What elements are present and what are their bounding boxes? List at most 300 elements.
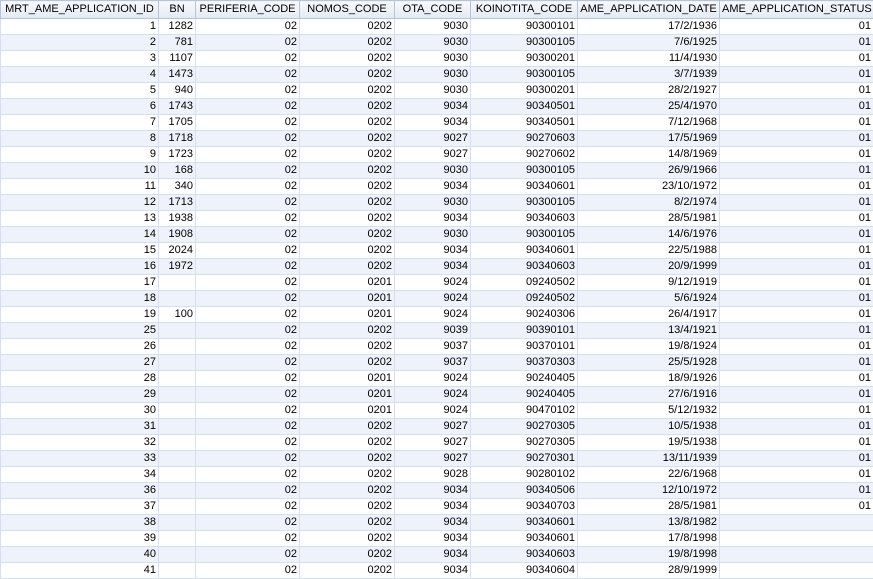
cell-application-date[interactable]: 14/8/1969	[578, 147, 720, 163]
cell-nomos-code[interactable]: 0202	[300, 419, 395, 435]
cell-periferia-code[interactable]: 02	[196, 323, 300, 339]
cell-nomos-code[interactable]: 0202	[300, 483, 395, 499]
cell-ota-code[interactable]: 9034	[395, 99, 471, 115]
cell-periferia-code[interactable]: 02	[196, 115, 300, 131]
table-row[interactable]	[1, 419, 873, 435]
table-row[interactable]	[1, 51, 873, 67]
cell-koinotita-code[interactable]: 90340601	[471, 179, 578, 195]
cell-bn[interactable]: 1282	[159, 19, 196, 35]
cell-application-date[interactable]: 25/5/1928	[578, 355, 720, 371]
cell-id[interactable]: 18	[1, 291, 159, 307]
cell-ota-code[interactable]: 9027	[395, 435, 471, 451]
cell-nomos-code[interactable]: 0202	[300, 179, 395, 195]
cell-periferia-code[interactable]: 02	[196, 515, 300, 531]
cell-ota-code[interactable]: 9034	[395, 243, 471, 259]
cell-nomos-code[interactable]: 0202	[300, 115, 395, 131]
cell-bn[interactable]	[159, 499, 196, 515]
cell-application-status[interactable]: 01	[720, 243, 873, 259]
table-row[interactable]	[1, 483, 873, 499]
cell-application-status[interactable]: 01	[720, 403, 873, 419]
cell-id[interactable]: 37	[1, 499, 159, 515]
cell-periferia-code[interactable]: 02	[196, 451, 300, 467]
cell-nomos-code[interactable]: 0202	[300, 51, 395, 67]
table-row[interactable]	[1, 499, 873, 515]
cell-application-status[interactable]: 01	[720, 195, 873, 211]
cell-bn[interactable]	[159, 291, 196, 307]
cell-application-date[interactable]: 11/4/1930	[578, 51, 720, 67]
table-row[interactable]	[1, 99, 873, 115]
cell-application-date[interactable]: 17/8/1998	[578, 531, 720, 547]
cell-ota-code[interactable]: 9037	[395, 355, 471, 371]
cell-id[interactable]: 3	[1, 51, 159, 67]
cell-koinotita-code[interactable]: 90300105	[471, 195, 578, 211]
cell-nomos-code[interactable]: 0202	[300, 339, 395, 355]
cell-id[interactable]: 11	[1, 179, 159, 195]
cell-bn[interactable]	[159, 435, 196, 451]
cell-application-date[interactable]: 19/8/1998	[578, 547, 720, 563]
cell-periferia-code[interactable]: 02	[196, 387, 300, 403]
cell-nomos-code[interactable]: 0201	[300, 387, 395, 403]
cell-nomos-code[interactable]: 0202	[300, 227, 395, 243]
cell-application-status[interactable]: 01	[720, 35, 873, 51]
cell-ota-code[interactable]: 9024	[395, 275, 471, 291]
cell-id[interactable]: 7	[1, 115, 159, 131]
cell-application-status[interactable]: 01	[720, 483, 873, 499]
cell-ota-code[interactable]: 9039	[395, 323, 471, 339]
cell-periferia-code[interactable]: 02	[196, 163, 300, 179]
cell-application-date[interactable]: 28/9/1999	[578, 563, 720, 579]
cell-periferia-code[interactable]: 02	[196, 419, 300, 435]
cell-bn[interactable]: 1743	[159, 99, 196, 115]
cell-ota-code[interactable]: 9024	[395, 371, 471, 387]
cell-id[interactable]: 27	[1, 355, 159, 371]
cell-application-date[interactable]: 19/8/1924	[578, 339, 720, 355]
cell-bn[interactable]	[159, 563, 196, 579]
cell-id[interactable]: 17	[1, 275, 159, 291]
cell-nomos-code[interactable]: 0202	[300, 515, 395, 531]
cell-application-date[interactable]: 17/5/1969	[578, 131, 720, 147]
cell-application-status[interactable]: 01	[720, 259, 873, 275]
cell-id[interactable]: 4	[1, 67, 159, 83]
cell-periferia-code[interactable]: 02	[196, 307, 300, 323]
cell-bn[interactable]	[159, 371, 196, 387]
cell-koinotita-code[interactable]: 90340506	[471, 483, 578, 499]
cell-koinotita-code[interactable]: 09240502	[471, 275, 578, 291]
cell-bn[interactable]: 1938	[159, 211, 196, 227]
table-row[interactable]	[1, 339, 873, 355]
cell-application-status[interactable]: 01	[720, 19, 873, 35]
cell-ota-code[interactable]: 9034	[395, 259, 471, 275]
cell-koinotita-code[interactable]: 90370303	[471, 355, 578, 371]
cell-application-status[interactable]: 01	[720, 387, 873, 403]
cell-ota-code[interactable]: 9034	[395, 179, 471, 195]
cell-bn[interactable]	[159, 547, 196, 563]
cell-koinotita-code[interactable]: 90340601	[471, 515, 578, 531]
cell-application-date[interactable]: 13/11/1939	[578, 451, 720, 467]
cell-nomos-code[interactable]: 0202	[300, 355, 395, 371]
cell-id[interactable]: 32	[1, 435, 159, 451]
cell-periferia-code[interactable]: 02	[196, 179, 300, 195]
cell-koinotita-code[interactable]: 90340601	[471, 531, 578, 547]
cell-periferia-code[interactable]: 02	[196, 291, 300, 307]
cell-application-date[interactable]: 25/4/1970	[578, 99, 720, 115]
cell-id[interactable]: 36	[1, 483, 159, 499]
table-row[interactable]	[1, 243, 873, 259]
cell-periferia-code[interactable]: 02	[196, 83, 300, 99]
cell-application-status[interactable]: 01	[720, 67, 873, 83]
cell-periferia-code[interactable]: 02	[196, 371, 300, 387]
cell-bn[interactable]: 340	[159, 179, 196, 195]
cell-nomos-code[interactable]: 0201	[300, 307, 395, 323]
cell-koinotita-code[interactable]: 90470102	[471, 403, 578, 419]
cell-periferia-code[interactable]: 02	[196, 339, 300, 355]
cell-nomos-code[interactable]: 0202	[300, 147, 395, 163]
cell-application-status[interactable]	[720, 547, 873, 563]
cell-bn[interactable]: 1713	[159, 195, 196, 211]
cell-ota-code[interactable]: 9030	[395, 163, 471, 179]
cell-id[interactable]: 6	[1, 99, 159, 115]
cell-id[interactable]: 30	[1, 403, 159, 419]
cell-ota-code[interactable]: 9027	[395, 451, 471, 467]
cell-ota-code[interactable]: 9024	[395, 387, 471, 403]
table-row[interactable]	[1, 531, 873, 547]
cell-bn[interactable]	[159, 403, 196, 419]
cell-application-date[interactable]: 9/12/1919	[578, 275, 720, 291]
cell-application-status[interactable]	[720, 515, 873, 531]
cell-periferia-code[interactable]: 02	[196, 35, 300, 51]
table-row[interactable]	[1, 35, 873, 51]
cell-application-date[interactable]: 26/4/1917	[578, 307, 720, 323]
cell-ota-code[interactable]: 9030	[395, 67, 471, 83]
cell-bn[interactable]: 1107	[159, 51, 196, 67]
cell-ota-code[interactable]: 9027	[395, 147, 471, 163]
cell-application-status[interactable]: 01	[720, 51, 873, 67]
cell-ota-code[interactable]: 9030	[395, 35, 471, 51]
table-row[interactable]	[1, 403, 873, 419]
cell-ota-code[interactable]: 9030	[395, 227, 471, 243]
cell-ota-code[interactable]: 9028	[395, 467, 471, 483]
table-row[interactable]	[1, 147, 873, 163]
cell-ota-code[interactable]: 9027	[395, 131, 471, 147]
cell-nomos-code[interactable]: 0202	[300, 499, 395, 515]
table-row[interactable]	[1, 275, 873, 291]
cell-application-status[interactable]: 01	[720, 115, 873, 131]
cell-id[interactable]: 25	[1, 323, 159, 339]
cell-koinotita-code[interactable]: 09240502	[471, 291, 578, 307]
cell-koinotita-code[interactable]: 90340604	[471, 563, 578, 579]
cell-application-date[interactable]: 7/6/1925	[578, 35, 720, 51]
cell-id[interactable]: 16	[1, 259, 159, 275]
table-row[interactable]	[1, 179, 873, 195]
cell-id[interactable]: 2	[1, 35, 159, 51]
cell-koinotita-code[interactable]: 90300105	[471, 35, 578, 51]
cell-application-date[interactable]: 28/5/1981	[578, 211, 720, 227]
cell-nomos-code[interactable]: 0202	[300, 211, 395, 227]
table-row[interactable]	[1, 515, 873, 531]
cell-ota-code[interactable]: 9034	[395, 563, 471, 579]
cell-application-status[interactable]: 01	[720, 323, 873, 339]
cell-nomos-code[interactable]: 0202	[300, 243, 395, 259]
cell-application-status[interactable]: 01	[720, 83, 873, 99]
cell-ota-code[interactable]: 9034	[395, 515, 471, 531]
cell-application-status[interactable]: 01	[720, 419, 873, 435]
cell-application-date[interactable]: 8/2/1974	[578, 195, 720, 211]
cell-periferia-code[interactable]: 02	[196, 99, 300, 115]
table-row[interactable]	[1, 163, 873, 179]
cell-application-date[interactable]: 13/8/1982	[578, 515, 720, 531]
cell-application-status[interactable]: 01	[720, 147, 873, 163]
cell-application-date[interactable]: 28/2/1927	[578, 83, 720, 99]
cell-id[interactable]: 10	[1, 163, 159, 179]
cell-periferia-code[interactable]: 02	[196, 243, 300, 259]
cell-nomos-code[interactable]: 0201	[300, 371, 395, 387]
table-row[interactable]	[1, 131, 873, 147]
table-row[interactable]	[1, 291, 873, 307]
cell-bn[interactable]	[159, 531, 196, 547]
cell-application-status[interactable]: 01	[720, 275, 873, 291]
cell-koinotita-code[interactable]: 90340501	[471, 115, 578, 131]
table-row[interactable]	[1, 387, 873, 403]
table-row[interactable]	[1, 563, 873, 579]
table-row[interactable]	[1, 371, 873, 387]
cell-ota-code[interactable]: 9024	[395, 307, 471, 323]
cell-bn[interactable]	[159, 451, 196, 467]
table-row[interactable]	[1, 435, 873, 451]
cell-id[interactable]: 12	[1, 195, 159, 211]
cell-nomos-code[interactable]: 0202	[300, 67, 395, 83]
cell-bn[interactable]: 1473	[159, 67, 196, 83]
cell-bn[interactable]	[159, 483, 196, 499]
cell-koinotita-code[interactable]: 90240405	[471, 371, 578, 387]
column-header-periferia-code[interactable]: PERIFERIA_CODE	[196, 1, 300, 19]
cell-ota-code[interactable]: 9030	[395, 19, 471, 35]
cell-periferia-code[interactable]: 02	[196, 435, 300, 451]
cell-bn[interactable]: 1908	[159, 227, 196, 243]
cell-id[interactable]: 1	[1, 19, 159, 35]
cell-id[interactable]: 39	[1, 531, 159, 547]
cell-koinotita-code[interactable]: 90370101	[471, 339, 578, 355]
cell-ota-code[interactable]: 9024	[395, 403, 471, 419]
column-header-ota-code[interactable]: OTA_CODE	[395, 1, 471, 19]
cell-ota-code[interactable]: 9030	[395, 195, 471, 211]
cell-application-status[interactable]: 01	[720, 163, 873, 179]
cell-application-date[interactable]: 26/9/1966	[578, 163, 720, 179]
cell-bn[interactable]	[159, 419, 196, 435]
cell-periferia-code[interactable]: 02	[196, 19, 300, 35]
cell-periferia-code[interactable]: 02	[196, 531, 300, 547]
table-row[interactable]	[1, 67, 873, 83]
table-row[interactable]	[1, 547, 873, 563]
cell-id[interactable]: 38	[1, 515, 159, 531]
cell-bn[interactable]	[159, 355, 196, 371]
cell-koinotita-code[interactable]: 90270305	[471, 419, 578, 435]
cell-bn[interactable]	[159, 323, 196, 339]
cell-koinotita-code[interactable]: 90300105	[471, 67, 578, 83]
cell-koinotita-code[interactable]: 90340603	[471, 211, 578, 227]
cell-bn[interactable]: 100	[159, 307, 196, 323]
cell-application-status[interactable]: 01	[720, 291, 873, 307]
cell-koinotita-code[interactable]: 90240405	[471, 387, 578, 403]
cell-application-status[interactable]: 01	[720, 307, 873, 323]
cell-application-date[interactable]: 12/10/1972	[578, 483, 720, 499]
cell-application-date[interactable]: 20/9/1999	[578, 259, 720, 275]
cell-koinotita-code[interactable]: 90390101	[471, 323, 578, 339]
cell-id[interactable]: 19	[1, 307, 159, 323]
cell-periferia-code[interactable]: 02	[196, 483, 300, 499]
cell-id[interactable]: 13	[1, 211, 159, 227]
cell-bn[interactable]: 2024	[159, 243, 196, 259]
cell-koinotita-code[interactable]: 90240306	[471, 307, 578, 323]
cell-application-status[interactable]: 01	[720, 355, 873, 371]
cell-nomos-code[interactable]: 0201	[300, 291, 395, 307]
cell-id[interactable]: 28	[1, 371, 159, 387]
cell-ota-code[interactable]: 9027	[395, 419, 471, 435]
cell-application-date[interactable]: 5/12/1932	[578, 403, 720, 419]
cell-ota-code[interactable]: 9034	[395, 531, 471, 547]
cell-ota-code[interactable]: 9034	[395, 547, 471, 563]
cell-bn[interactable]: 1705	[159, 115, 196, 131]
cell-nomos-code[interactable]: 0202	[300, 323, 395, 339]
cell-application-date[interactable]: 22/6/1968	[578, 467, 720, 483]
cell-periferia-code[interactable]: 02	[196, 467, 300, 483]
table-row[interactable]	[1, 19, 873, 35]
cell-id[interactable]: 29	[1, 387, 159, 403]
cell-koinotita-code[interactable]: 90270305	[471, 435, 578, 451]
cell-application-status[interactable]: 01	[720, 227, 873, 243]
cell-koinotita-code[interactable]: 90340601	[471, 243, 578, 259]
table-row[interactable]	[1, 115, 873, 131]
cell-nomos-code[interactable]: 0202	[300, 563, 395, 579]
cell-koinotita-code[interactable]: 90340603	[471, 259, 578, 275]
cell-application-date[interactable]: 7/12/1968	[578, 115, 720, 131]
cell-periferia-code[interactable]: 02	[196, 227, 300, 243]
cell-nomos-code[interactable]: 0201	[300, 403, 395, 419]
cell-bn[interactable]	[159, 467, 196, 483]
column-header-bn[interactable]: BN	[159, 1, 196, 19]
cell-id[interactable]: 33	[1, 451, 159, 467]
cell-id[interactable]: 5	[1, 83, 159, 99]
cell-application-status[interactable]: 01	[720, 451, 873, 467]
cell-nomos-code[interactable]: 0201	[300, 275, 395, 291]
cell-id[interactable]: 26	[1, 339, 159, 355]
cell-application-date[interactable]: 14/6/1976	[578, 227, 720, 243]
cell-nomos-code[interactable]: 0202	[300, 531, 395, 547]
table-row[interactable]	[1, 451, 873, 467]
cell-periferia-code[interactable]: 02	[196, 275, 300, 291]
cell-koinotita-code[interactable]: 90270602	[471, 147, 578, 163]
table-row[interactable]	[1, 323, 873, 339]
cell-koinotita-code[interactable]: 90300101	[471, 19, 578, 35]
cell-koinotita-code[interactable]: 90270301	[471, 451, 578, 467]
cell-application-status[interactable]: 01	[720, 131, 873, 147]
cell-ota-code[interactable]: 9034	[395, 483, 471, 499]
cell-application-date[interactable]: 3/7/1939	[578, 67, 720, 83]
cell-bn[interactable]: 940	[159, 83, 196, 99]
cell-nomos-code[interactable]: 0202	[300, 435, 395, 451]
cell-nomos-code[interactable]: 0202	[300, 451, 395, 467]
cell-application-date[interactable]: 5/6/1924	[578, 291, 720, 307]
cell-application-status[interactable]: 01	[720, 211, 873, 227]
table-row[interactable]	[1, 467, 873, 483]
cell-application-date[interactable]: 23/10/1972	[578, 179, 720, 195]
cell-application-status[interactable]: 01	[720, 339, 873, 355]
cell-koinotita-code[interactable]: 90340603	[471, 547, 578, 563]
cell-nomos-code[interactable]: 0202	[300, 163, 395, 179]
cell-application-date[interactable]: 17/2/1936	[578, 19, 720, 35]
cell-periferia-code[interactable]: 02	[196, 403, 300, 419]
cell-application-status[interactable]: 01	[720, 371, 873, 387]
cell-bn[interactable]	[159, 339, 196, 355]
cell-bn[interactable]: 1972	[159, 259, 196, 275]
table-row[interactable]	[1, 227, 873, 243]
cell-periferia-code[interactable]: 02	[196, 355, 300, 371]
cell-id[interactable]: 8	[1, 131, 159, 147]
table-row[interactable]	[1, 83, 873, 99]
cell-id[interactable]: 34	[1, 467, 159, 483]
cell-nomos-code[interactable]: 0202	[300, 19, 395, 35]
cell-koinotita-code[interactable]: 90270603	[471, 131, 578, 147]
cell-application-status[interactable]: 01	[720, 467, 873, 483]
cell-bn[interactable]	[159, 387, 196, 403]
table-row[interactable]	[1, 355, 873, 371]
cell-periferia-code[interactable]: 02	[196, 211, 300, 227]
cell-bn[interactable]: 1718	[159, 131, 196, 147]
cell-application-status[interactable]: 01	[720, 179, 873, 195]
cell-application-status[interactable]: 01	[720, 99, 873, 115]
cell-application-date[interactable]: 10/5/1938	[578, 419, 720, 435]
cell-nomos-code[interactable]: 0202	[300, 467, 395, 483]
cell-periferia-code[interactable]: 02	[196, 51, 300, 67]
cell-ota-code[interactable]: 9034	[395, 499, 471, 515]
cell-bn[interactable]	[159, 275, 196, 291]
column-header-nomos-code[interactable]: NOMOS_CODE	[300, 1, 395, 19]
cell-periferia-code[interactable]: 02	[196, 499, 300, 515]
cell-nomos-code[interactable]: 0202	[300, 547, 395, 563]
cell-application-date[interactable]: 22/5/1988	[578, 243, 720, 259]
cell-ota-code[interactable]: 9034	[395, 115, 471, 131]
cell-id[interactable]: 41	[1, 563, 159, 579]
cell-nomos-code[interactable]: 0202	[300, 259, 395, 275]
cell-periferia-code[interactable]: 02	[196, 131, 300, 147]
cell-koinotita-code[interactable]: 90280102	[471, 467, 578, 483]
column-header-application-date[interactable]: AME_APPLICATION_DATE	[578, 1, 720, 19]
cell-id[interactable]: 40	[1, 547, 159, 563]
table-row[interactable]	[1, 211, 873, 227]
cell-application-date[interactable]: 13/4/1921	[578, 323, 720, 339]
cell-koinotita-code[interactable]: 90340501	[471, 99, 578, 115]
cell-application-status[interactable]: 01	[720, 499, 873, 515]
cell-application-status[interactable]	[720, 531, 873, 547]
cell-id[interactable]: 14	[1, 227, 159, 243]
cell-nomos-code[interactable]: 0202	[300, 83, 395, 99]
cell-ota-code[interactable]: 9030	[395, 51, 471, 67]
table-row[interactable]	[1, 307, 873, 323]
cell-ota-code[interactable]: 9024	[395, 291, 471, 307]
column-header-koinotita-code[interactable]: KOINOTITA_CODE	[471, 1, 578, 19]
cell-koinotita-code[interactable]: 90300201	[471, 51, 578, 67]
cell-bn[interactable]: 1723	[159, 147, 196, 163]
cell-periferia-code[interactable]: 02	[196, 67, 300, 83]
table-row[interactable]	[1, 259, 873, 275]
cell-bn[interactable]: 168	[159, 163, 196, 179]
cell-nomos-code[interactable]: 0202	[300, 35, 395, 51]
cell-ota-code[interactable]: 9037	[395, 339, 471, 355]
cell-application-date[interactable]: 18/9/1926	[578, 371, 720, 387]
column-header-id[interactable]: MRT_AME_APPLICATION_ID	[1, 1, 159, 19]
cell-id[interactable]: 15	[1, 243, 159, 259]
cell-application-date[interactable]: 27/6/1916	[578, 387, 720, 403]
cell-koinotita-code[interactable]: 90300105	[471, 227, 578, 243]
